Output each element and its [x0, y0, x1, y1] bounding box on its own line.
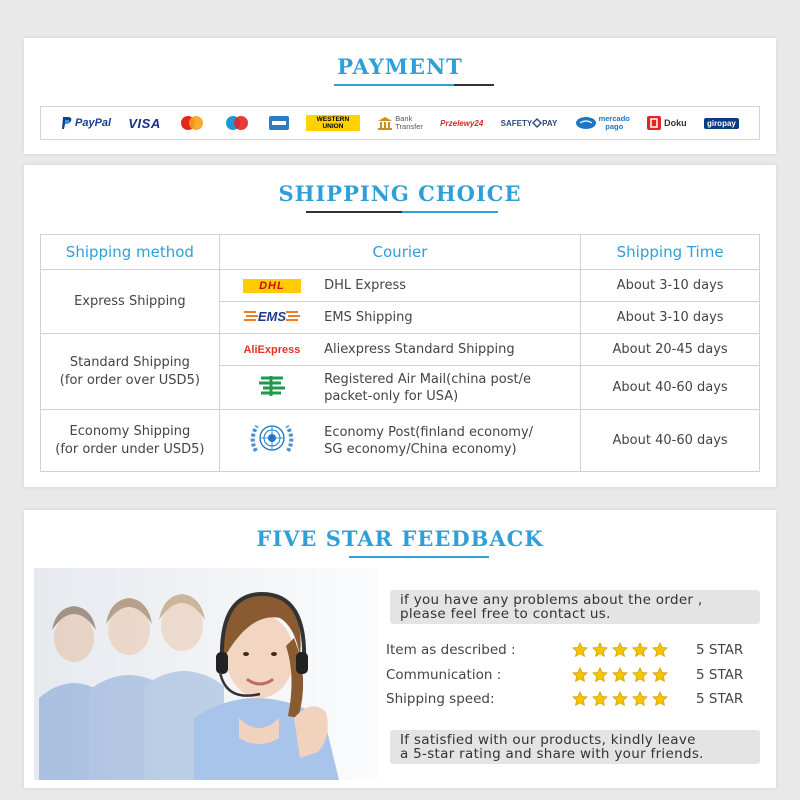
- star-icon: [592, 667, 608, 683]
- star-icon: [652, 667, 668, 683]
- shipping-title: SHIPPING CHOICE: [278, 181, 522, 206]
- table-row: [41, 410, 760, 472]
- visa-label: VISA: [128, 115, 161, 131]
- star-icon: [572, 642, 588, 658]
- rating-label: Shipping speed:: [386, 691, 495, 707]
- closing-message-line-1: If satisfied with our products, kindly leave: [400, 732, 696, 748]
- star-icon: [632, 691, 648, 707]
- method-cell: [41, 334, 220, 410]
- bank-transfer-label-2: Transfer: [395, 122, 423, 131]
- title-underline-dark: [454, 84, 494, 86]
- shipping-panel: [24, 165, 776, 487]
- star-icon: [652, 642, 668, 658]
- safetypay-arrow-icon: [532, 118, 542, 128]
- giropay-logo: [704, 118, 739, 129]
- western-union-logo: [306, 115, 360, 131]
- method-cell: [41, 270, 220, 334]
- header-shipping-method: Shipping method: [41, 235, 220, 270]
- rating-row: [386, 665, 766, 685]
- method-cell: [41, 410, 220, 472]
- contact-message-line-2: please feel free to contact us.: [400, 606, 611, 622]
- table-header-row: [41, 235, 760, 270]
- method-sublabel: (for order over USD5): [59, 372, 200, 388]
- rating-stars: [572, 691, 696, 707]
- courier-logo-cell: [219, 334, 324, 366]
- courier-logo-cell: [219, 410, 324, 472]
- star-icon: [652, 691, 668, 707]
- title-underline: [334, 84, 454, 86]
- rating-value: 5 STAR: [696, 691, 744, 707]
- un-emblem-icon: [247, 421, 297, 457]
- star-icon: [572, 667, 588, 683]
- przelewy-logo: [440, 119, 483, 128]
- method-label: Economy Shipping: [69, 423, 191, 439]
- mercadopago-label-2: pago: [605, 122, 624, 131]
- shipping-time: About 40-60 days: [581, 410, 760, 472]
- courier-name: Aliexpress Standard Shipping: [324, 334, 581, 366]
- ems-label: EMS: [257, 308, 286, 324]
- courier-name: EMS Shipping: [324, 302, 581, 334]
- contact-message: [390, 590, 760, 624]
- rating-label: Communication :: [386, 667, 502, 683]
- ems-speed-lines-icon: [244, 310, 258, 322]
- courier-logo-cell: [219, 302, 324, 334]
- dhl-logo: [243, 279, 301, 293]
- ems-speed-lines-icon: [286, 310, 300, 322]
- contact-message-line-1: if you have any problems about the order ,: [400, 592, 703, 608]
- star-icon: [612, 667, 628, 683]
- bank-transfer-label-1: Bank: [395, 114, 413, 123]
- header-shipping-time: Shipping Time: [581, 235, 760, 270]
- rating-stars: [572, 642, 696, 658]
- method-sublabel: (for order under USD5): [55, 441, 205, 457]
- feedback-title: FIVE STAR FEEDBACK: [256, 526, 544, 551]
- visa-logo: [128, 116, 160, 131]
- courier-name-line-1: Economy Post(finland economy/: [324, 424, 534, 440]
- table-row: [41, 334, 760, 366]
- maestro-icon: [223, 115, 251, 131]
- header-courier: Courier: [219, 235, 581, 270]
- courier-logo-cell: [219, 366, 324, 410]
- mercadopago-logo: [575, 115, 630, 131]
- china-post-icon: [257, 374, 287, 398]
- rating-value: 5 STAR: [696, 667, 744, 683]
- paypal-logo: [61, 116, 111, 130]
- star-icon: [592, 642, 608, 658]
- doku-icon: [647, 116, 661, 130]
- star-icon: [612, 642, 628, 658]
- title-underline: [349, 556, 489, 558]
- payment-methods-strip: [40, 106, 760, 140]
- title-underline: [402, 211, 498, 213]
- method-label: Standard Shipping: [69, 354, 190, 370]
- safetypay-label-2: PAY: [542, 118, 558, 128]
- star-icon: [632, 642, 648, 658]
- feedback-panel: [24, 510, 776, 788]
- amex-icon: [269, 116, 289, 130]
- paypal-icon: [61, 116, 73, 130]
- courier-logo-cell: [219, 270, 324, 302]
- rating-row: [386, 689, 766, 709]
- doku-label: Doku: [664, 118, 687, 128]
- payment-panel: [24, 38, 776, 154]
- mastercard-logo: [178, 115, 206, 131]
- shipping-time: About 3-10 days: [581, 302, 760, 334]
- star-icon: [612, 691, 628, 707]
- courier-name: DHL Express: [324, 270, 581, 302]
- shipping-time: About 40-60 days: [581, 366, 760, 410]
- closing-message: [390, 730, 760, 764]
- rating-row: [386, 640, 766, 660]
- courier-name-line-2: SG economy/China economy): [324, 441, 517, 457]
- closing-message-line-2: a 5-star rating and share with your friends.: [400, 746, 704, 762]
- courier-name-line-1: Registered Air Mail(china post/e: [324, 371, 531, 387]
- doku-logo: [647, 116, 687, 130]
- method-label: Express Shipping: [74, 293, 186, 309]
- customer-service-photo: [34, 568, 379, 780]
- shipping-time: About 20-45 days: [581, 334, 760, 366]
- shipping-time: About 3-10 days: [581, 270, 760, 302]
- star-icon: [592, 691, 608, 707]
- mercadopago-icon: [575, 116, 597, 130]
- bank-transfer-logo: [377, 115, 423, 131]
- western-union-label: WESTERN UNION: [306, 115, 360, 131]
- rating-label: Item as described :: [386, 642, 516, 658]
- aliexpress-label: AliExpress: [243, 344, 301, 356]
- giropay-label: giropay: [704, 118, 739, 129]
- aliexpress-logo: [243, 344, 300, 356]
- star-icon: [572, 691, 588, 707]
- rating-value: 5 STAR: [696, 642, 744, 658]
- mastercard-icon: [178, 115, 206, 131]
- dhl-label: DHL: [243, 279, 301, 293]
- shipping-table: [40, 234, 760, 472]
- table-row: [41, 270, 760, 302]
- courier-name-line-2: packet-only for USA): [324, 388, 459, 404]
- przelewy-label: Przelewy24: [440, 118, 484, 128]
- rating-stars: [572, 667, 696, 683]
- bank-icon: [377, 116, 393, 130]
- star-icon: [632, 667, 648, 683]
- title-underline-dark: [306, 211, 402, 213]
- amex-logo: [269, 116, 289, 130]
- safetypay-label-1: SAFETY: [500, 118, 533, 128]
- courier-name: [324, 410, 581, 472]
- paypal-label: PayPal: [75, 117, 112, 129]
- ems-logo: [244, 309, 300, 324]
- courier-name: [324, 366, 581, 410]
- payment-title: PAYMENT: [337, 54, 463, 79]
- safetypay-logo: [501, 118, 558, 128]
- mercadopago-label-1: mercado: [598, 114, 630, 123]
- maestro-logo: [223, 115, 251, 131]
